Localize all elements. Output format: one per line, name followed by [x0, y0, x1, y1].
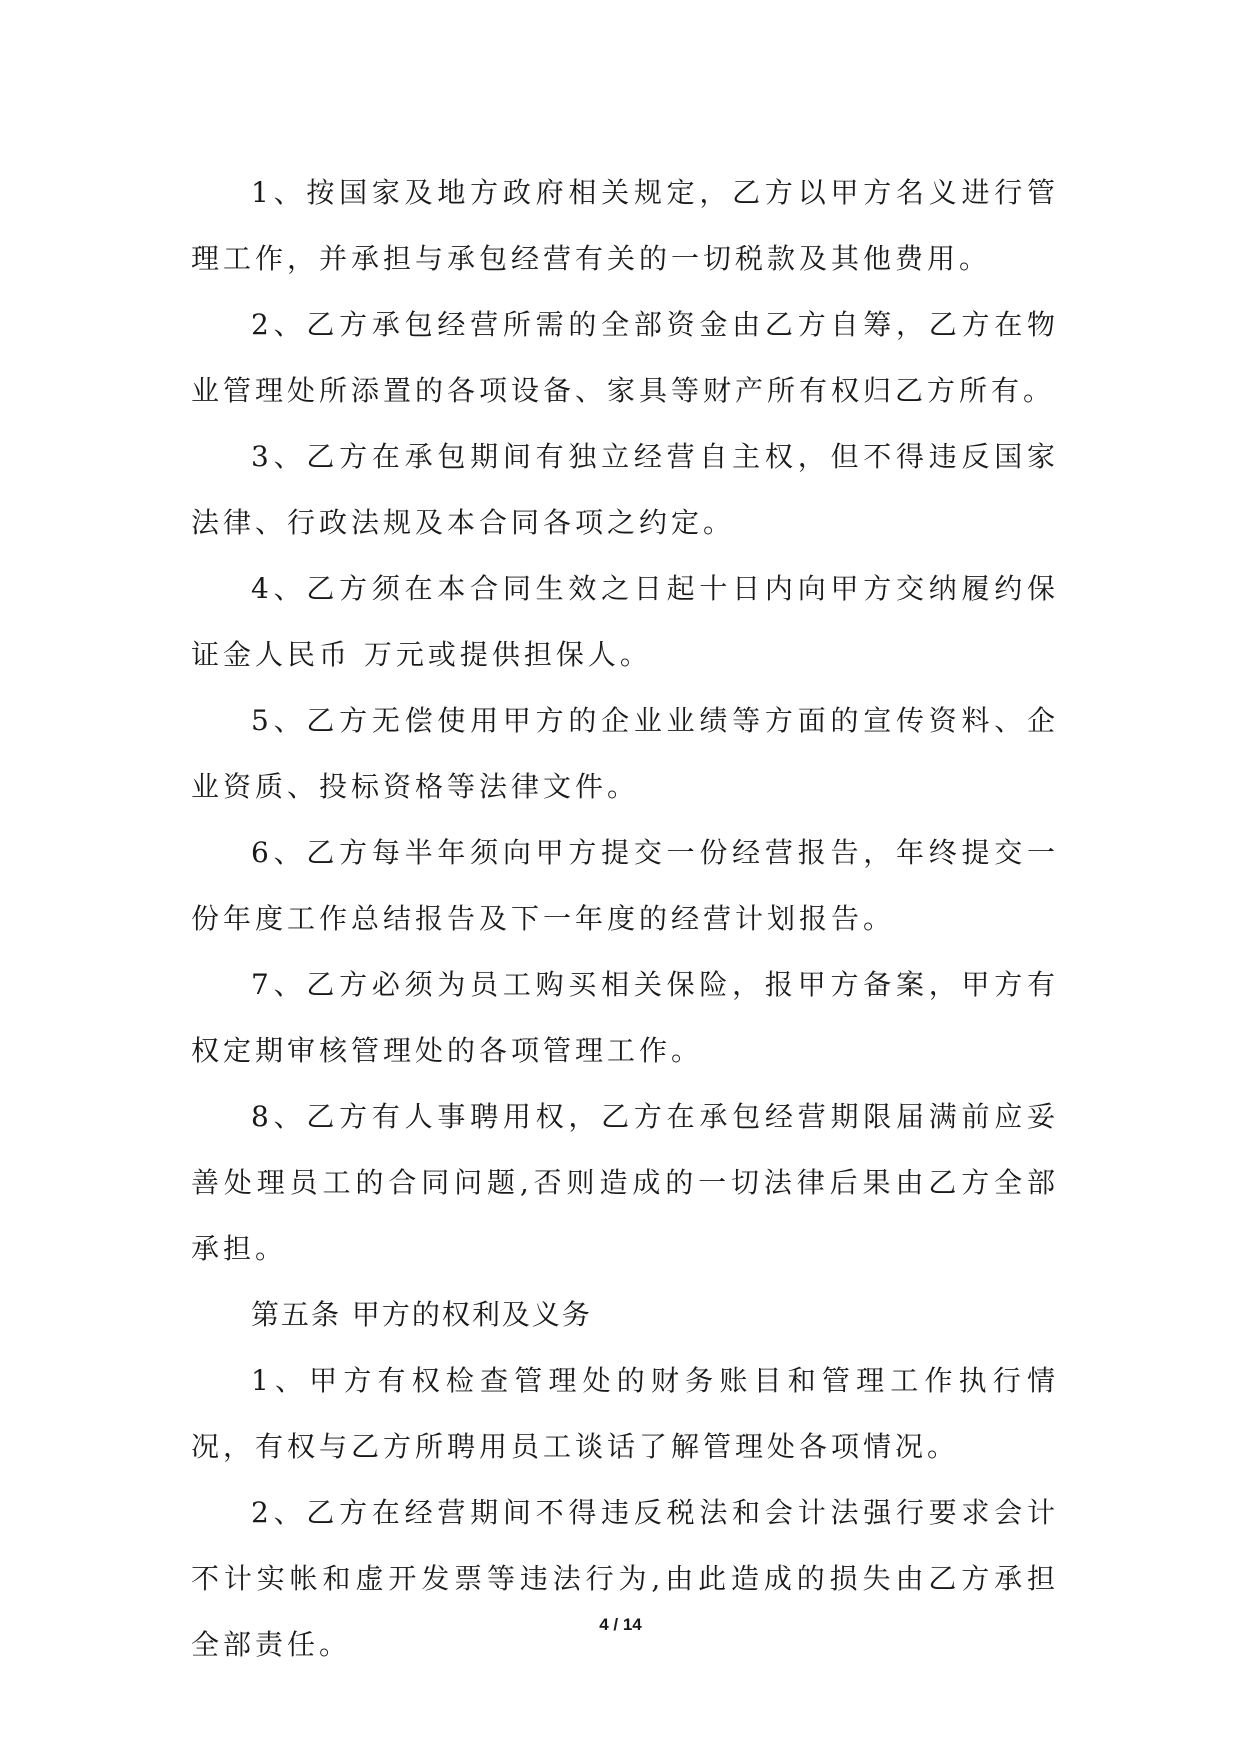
clause-paragraph: 3、乙方在承包期间有独立经营自主权，但不得违反国家法律、行政法规及本合同各项之约定。 [191, 440, 1059, 539]
page-number: 4 / 14 [599, 1615, 642, 1634]
clause-paragraph: 2、乙方在经营期间不得违反税法和会计法强行要求会计不计实帐和虚开发票等违法行为,由此造成的损失由乙方承担全部责任。 [191, 1496, 1059, 1661]
clause-paragraph: 2、乙方承包经营所需的全部资金由乙方自筹，乙方在物业管理处所添置的各项设备、家具等财产所有权归乙方所有。 [191, 308, 1059, 407]
clause-paragraph: 7、乙方必须为员工购买相关保险，报甲方备案，甲方有权定期审核管理处的各项管理工作。 [191, 968, 1059, 1067]
section-heading: 第五条 甲方的权利及义务 [251, 1298, 592, 1331]
clause-paragraph: 5、乙方无偿使用甲方的企业业绩等方面的宣传资料、企业资质、投标资格等法律文件。 [191, 704, 1059, 803]
clause-paragraph: 4、乙方须在本合同生效之日起十日内向甲方交纳履约保证金人民币 万元或提供担保人。 [191, 572, 1059, 671]
clause-paragraph: 6、乙方每半年须向甲方提交一份经营报告，年终提交一份年度工作总结报告及下一年度的经营计划报告。 [191, 836, 1059, 935]
document-body [191, 160, 1059, 1678]
clause-paragraph: 1、甲方有权检查管理处的财务账目和管理工作执行情况，有权与乙方所聘用员工谈话了解管理处各项情况。 [191, 1364, 1059, 1463]
clause-paragraph: 1、按国家及地方政府相关规定，乙方以甲方名义进行管理工作，并承担与承包经营有关的一切税款及其他费用。 [191, 176, 1059, 275]
clause-paragraph: 8、乙方有人事聘用权，乙方在承包经营期限届满前应妥善处理员工的合同问题,否则造成的一切法律后果由乙方全部承担。 [191, 1100, 1059, 1265]
